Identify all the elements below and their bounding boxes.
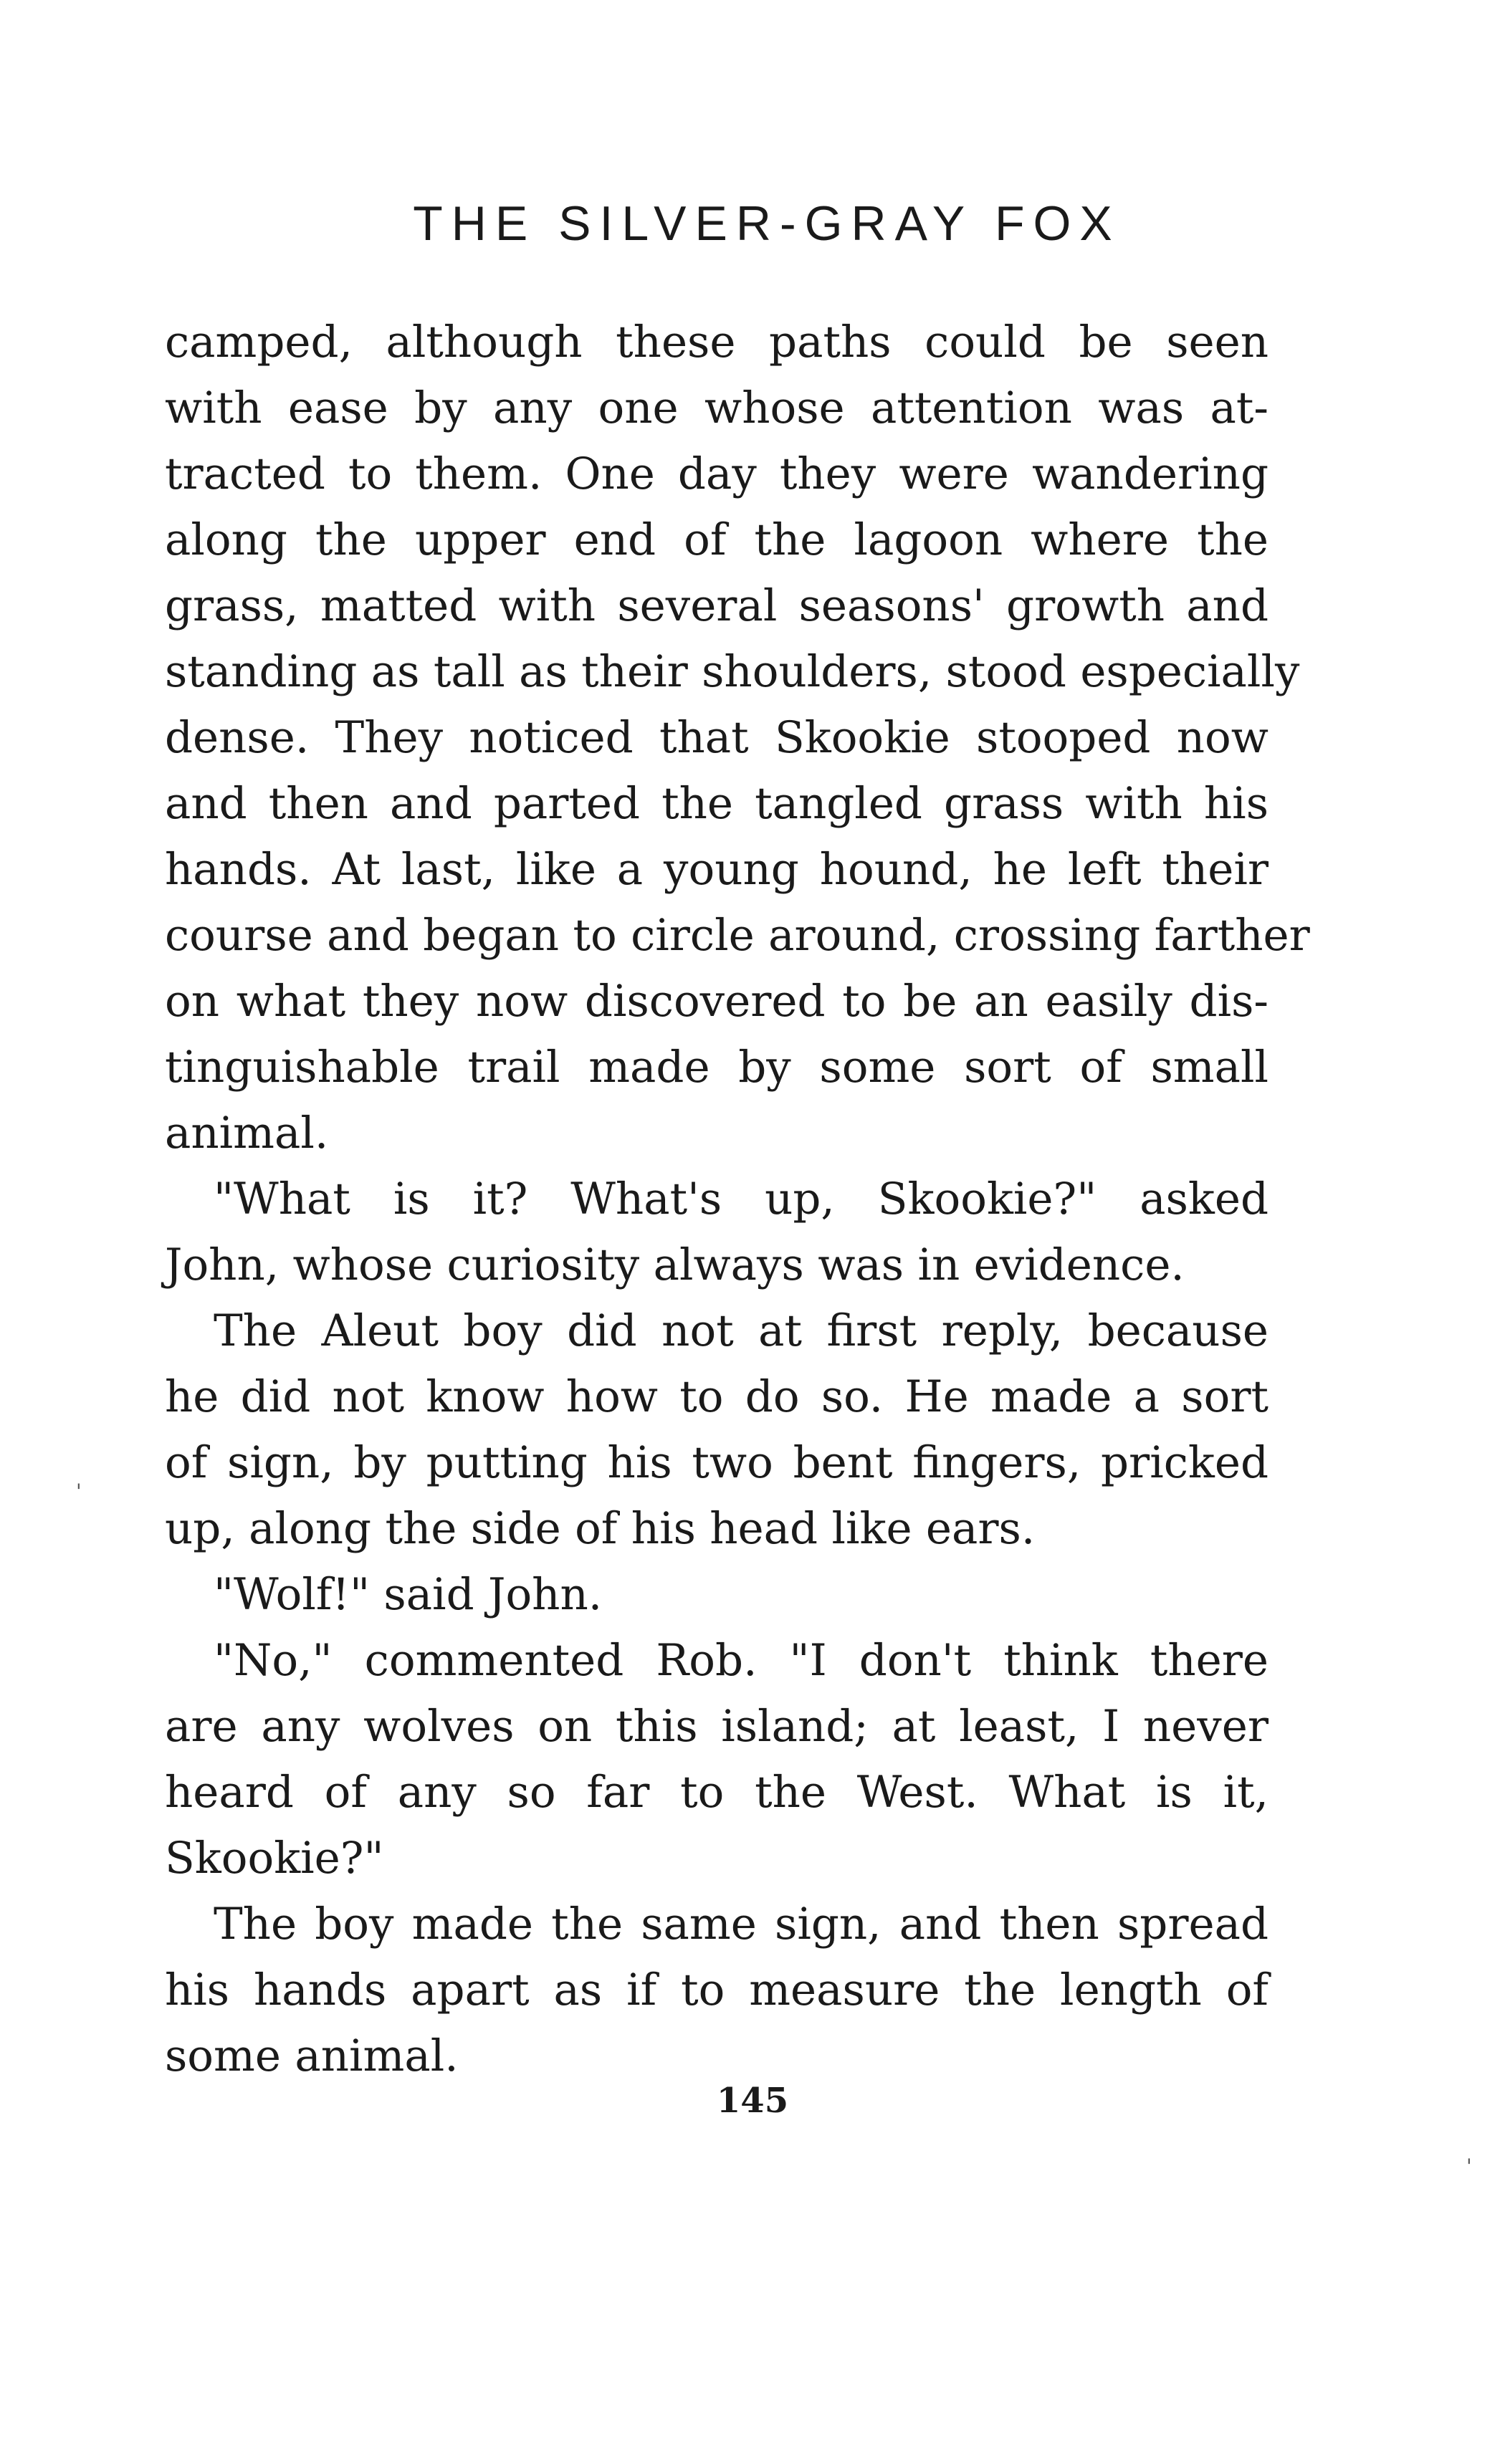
text-line: standing as tall as their shoulders, stood especially	[165, 646, 1300, 697]
running-head: THE SILVER-GRAY FOX	[413, 196, 1121, 251]
text-line: hands. At last, like a young hound, he left their	[165, 844, 1268, 895]
text-line: tinguishable trail made by some sort of small	[165, 1042, 1268, 1093]
body-text	[165, 310, 1310, 2089]
text-line: he did not know how to do so. He made a sort	[165, 1371, 1268, 1422]
margin-mark-right: '	[1466, 2154, 1472, 2178]
text-line: with ease by any one whose attention was at-	[165, 383, 1268, 433]
text-line: up, along the side of his head like ears.	[165, 1503, 1036, 1554]
text-line: course and began to circle around, crossing farther	[165, 910, 1310, 961]
text-line: some animal.	[165, 2031, 459, 2081]
text-line: heard of any so far to the West. What is it,	[165, 1767, 1268, 1818]
text-line: "No," commented Rob. "I don't think there	[214, 1635, 1268, 1686]
text-line: Skookie?"	[165, 1833, 384, 1884]
text-line: "What is it? What's up, Skookie?" asked	[214, 1174, 1268, 1224]
text-line: grass, matted with several seasons' growth and	[165, 580, 1268, 631]
text-line: along the upper end of the lagoon where the	[165, 514, 1268, 565]
page-number: 145	[716, 2081, 789, 2121]
text-line: of sign, by putting his two bent fingers, pricked	[165, 1437, 1268, 1488]
text-line: animal.	[165, 1108, 329, 1159]
text-line: "Wolf!" said John.	[214, 1569, 603, 1620]
text-line: The boy made the same sign, and then spread	[214, 1899, 1268, 1950]
text-line: camped, although these paths could be seen	[165, 317, 1268, 368]
text-line: on what they now discovered to be an easily dis-	[165, 976, 1268, 1027]
text-line: are any wolves on this island; at least, I never	[165, 1701, 1268, 1752]
margin-mark-left: '	[76, 1480, 82, 1503]
text-line: and then and parted the tangled grass with his	[165, 778, 1268, 829]
text-line: dense. They noticed that Skookie stooped now	[165, 712, 1268, 763]
text-line: The Aleut boy did not at first reply, because	[214, 1305, 1268, 1356]
text-line: his hands apart as if to measure the length of	[165, 1965, 1268, 2015]
text-line: tracted to them. One day they were wandering	[165, 449, 1268, 499]
text-line: John, whose curiosity always was in evidence.	[165, 1240, 1185, 1290]
